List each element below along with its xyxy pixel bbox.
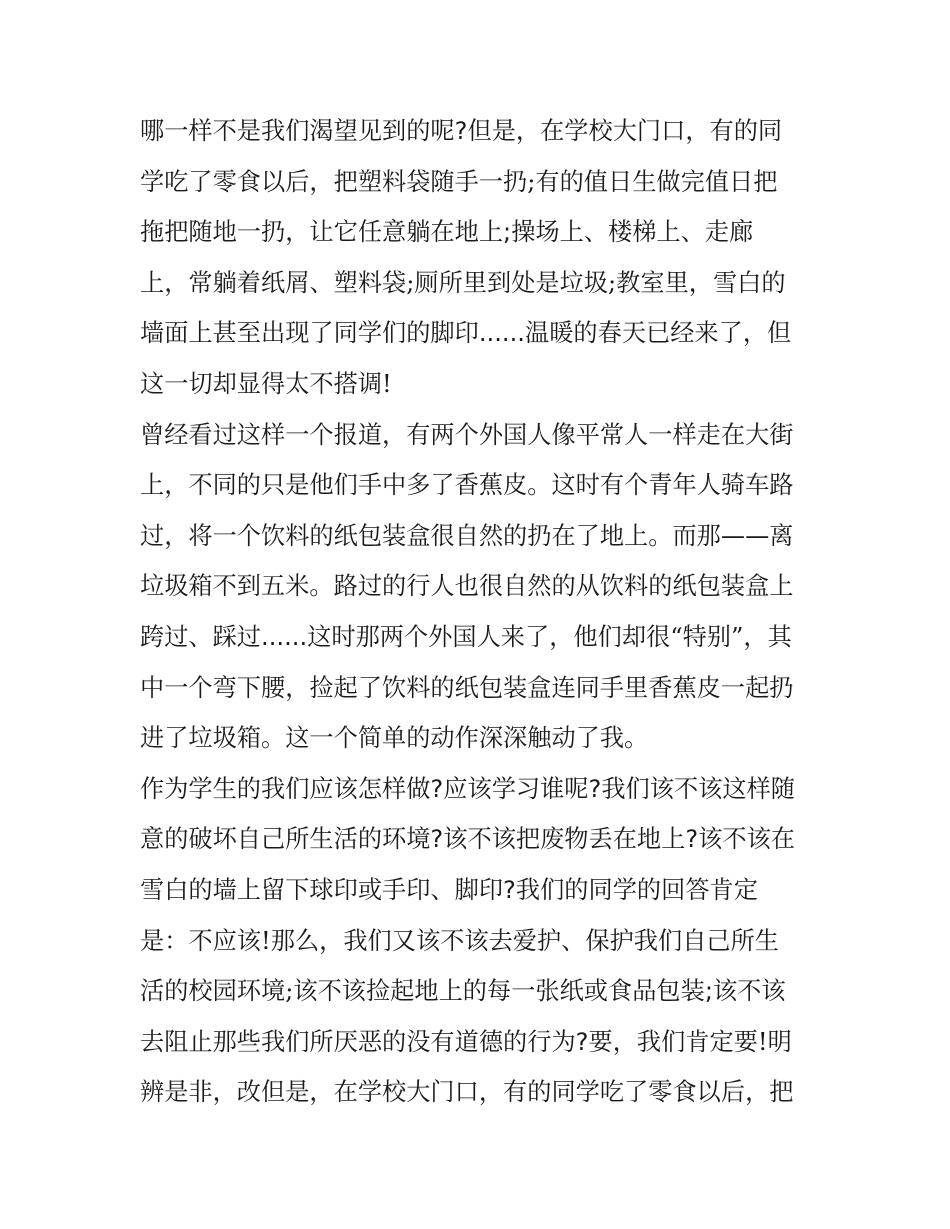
text-segment: 是：不应该!	[140, 926, 271, 955]
text-segment: 哪一样不是我们渴望见到的呢?但是，在学校大门口，有的同	[140, 117, 783, 145]
body-text	[140, 106, 820, 1118]
text-line	[140, 663, 820, 714]
text-line	[140, 561, 820, 612]
text-segment: 要，我们肯定要!明	[588, 1027, 792, 1056]
text-segment: ......	[261, 622, 308, 651]
text-line	[140, 612, 820, 663]
text-segment: 活的校园环境;	[140, 977, 294, 1006]
text-line	[140, 106, 820, 157]
text-line	[140, 764, 820, 815]
text-segment: 该不该捡起地上的每一张纸或食品包装;该不该	[293, 977, 786, 1006]
text-segment: 曾经看过这样一个报道，有两个外国人像平常人一样走在大街	[140, 420, 794, 449]
text-line	[140, 511, 820, 562]
text-line	[140, 460, 820, 511]
text-segment: 这一切却显得太不搭调!	[140, 369, 392, 398]
text-line	[140, 207, 820, 258]
text-line	[140, 359, 820, 410]
text-line	[140, 1067, 820, 1118]
text-segment: 进了垃圾箱。这一个简单的动作深深触动了我。	[140, 724, 649, 753]
text-segment: 我们该不该这样随	[601, 774, 795, 803]
text-segment: 上，不同的只是他们手中多了香蕉皮。这时有个青年人骑车路	[140, 471, 794, 500]
text-segment: 我们的同学的回答肯定	[515, 875, 758, 904]
text-segment: ......	[478, 319, 526, 348]
text-segment: 垃圾箱不到五米。路过的行人也很自然的从饮料的纸包装盒上	[140, 572, 794, 601]
text-line	[140, 308, 820, 359]
text-segment: 这时那两个外国人来了，他们却很“特别”，其	[307, 622, 792, 651]
text-segment: 跨过、踩过	[140, 622, 262, 651]
text-segment: 那么，我们又该不该去爱护、保护我们自己所生	[270, 926, 780, 955]
text-segment: 去阻止那些我们所厌恶的没有道德的行为?	[140, 1027, 589, 1056]
text-line	[140, 410, 820, 461]
text-segment: 作为学生的我们应该怎样做?应该学习谁呢?	[140, 774, 602, 803]
text-segment: 厕所里到处是垃圾	[414, 268, 609, 297]
text-line	[140, 713, 820, 764]
text-segment: 温暖的春天已经来了，但	[525, 319, 792, 348]
text-segment: 雪白的墙上留下球印或手印、脚印?	[140, 875, 516, 904]
text-segment: 过，将一个饮料的纸包装盒很自然的扔在了地上。而那——离	[140, 521, 794, 550]
text-segment: 意的破坏自己所生活的环境?该不该把废物丢在地上?该不该在	[140, 825, 795, 854]
text-line	[140, 966, 820, 1017]
text-segment: 上，常躺着纸屑、塑料袋;	[140, 268, 415, 297]
text-line	[140, 814, 820, 865]
text-line	[140, 157, 820, 208]
text-segment: 拖把随地一扔，让它任意躺在地上;操场上、楼梯上、走廊	[140, 218, 754, 247]
text-segment: 学吃了零食以后，把塑料袋随手一扔;有的值日生做完值日把	[140, 167, 778, 196]
text-line	[140, 258, 820, 309]
text-segment: 中一个弯下腰，捡起了饮料的纸包装盒连同手里香蕉皮一起扔	[140, 673, 794, 702]
text-segment: ;教室里，雪白的	[608, 268, 786, 297]
text-line	[140, 865, 820, 916]
text-line	[140, 916, 820, 967]
text-segment: 辨是非，改但是，在学校大门口，有的同学吃了零食以后，把	[140, 1078, 794, 1107]
text-segment: 墙面上甚至出现了同学们的脚印	[140, 319, 479, 348]
text-line	[140, 1017, 820, 1068]
